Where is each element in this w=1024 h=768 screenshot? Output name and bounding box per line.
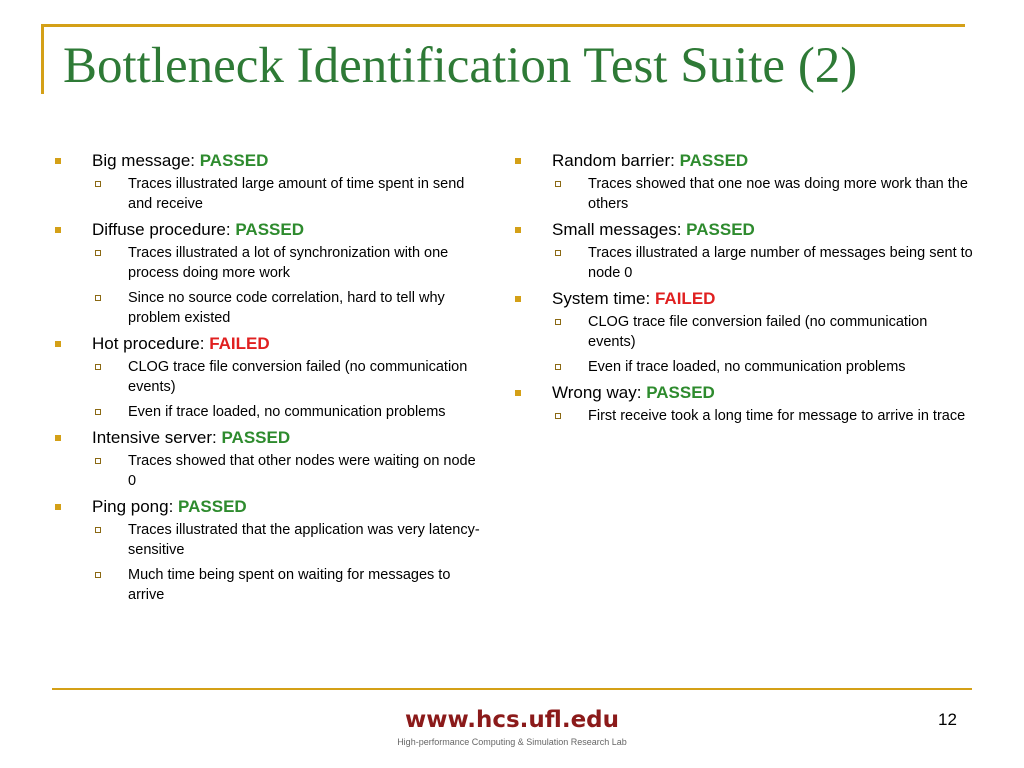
sub-list: [515, 174, 975, 214]
sub-item-text: First receive took a long time for message to arrive in trace: [588, 408, 966, 424]
footer-divider: [52, 688, 972, 690]
left-column-list: [55, 150, 485, 610]
hollow-square-bullet-icon: [95, 364, 101, 370]
hollow-square-bullet-icon: [95, 572, 101, 578]
test-item-row: [55, 427, 485, 449]
status-badge: PASSED: [679, 151, 749, 170]
sub-item-text: Even if trace loaded, no communication problems: [128, 404, 446, 420]
test-item: [55, 219, 485, 328]
sub-item-text: Traces illustrated large amount of time spent in send and receive: [128, 176, 465, 212]
sub-item: [55, 520, 485, 560]
sub-list: [55, 243, 485, 328]
test-item: [515, 150, 975, 214]
sub-item: [515, 312, 975, 352]
test-name: Random barrier:: [552, 151, 675, 170]
hollow-square-bullet-icon: [95, 527, 101, 533]
sub-item-text: Traces illustrated a lot of synchronization with one process doing more work: [128, 245, 449, 281]
test-name: Small messages:: [552, 220, 682, 239]
title-frame-left-border: [41, 24, 44, 94]
test-name: Diffuse procedure:: [92, 220, 231, 239]
test-item: [55, 150, 485, 214]
sub-item-text: CLOG trace file conversion failed (no communication events): [128, 359, 468, 395]
sub-item: [55, 243, 485, 283]
square-bullet-icon: [515, 227, 521, 233]
sub-list: [55, 174, 485, 214]
sub-item: [55, 565, 485, 605]
sub-list: [515, 243, 975, 283]
test-name: Ping pong:: [92, 497, 174, 516]
hollow-square-bullet-icon: [95, 250, 101, 256]
sub-list: [515, 406, 975, 426]
sub-item: [55, 174, 485, 214]
test-item-row: [515, 382, 975, 404]
sub-item-text: Even if trace loaded, no communication problems: [588, 359, 906, 375]
sub-item-text: Traces showed that one noe was doing more work than the others: [588, 176, 968, 212]
status-badge: PASSED: [235, 220, 304, 239]
test-item: [55, 333, 485, 422]
hollow-square-bullet-icon: [555, 181, 561, 187]
sub-item: [515, 406, 975, 426]
test-item-row: [515, 219, 975, 241]
hollow-square-bullet-icon: [555, 250, 561, 256]
square-bullet-icon: [55, 341, 61, 347]
status-badge: PASSED: [686, 220, 755, 239]
footer-lab-name: High-performance Computing & Simulation Research Lab: [397, 737, 627, 747]
hollow-square-bullet-icon: [95, 295, 101, 301]
test-item: [515, 219, 975, 283]
test-item-row: [55, 219, 485, 241]
sub-item-text: Much time being spent on waiting for messages to arrive: [128, 567, 451, 603]
test-name: Big message:: [92, 151, 195, 170]
sub-item: [55, 288, 485, 328]
sub-item: [515, 357, 975, 377]
test-name: Hot procedure:: [92, 334, 205, 353]
square-bullet-icon: [55, 227, 61, 233]
test-item-row: [515, 150, 975, 172]
test-item-row: [515, 288, 975, 310]
footer-url: www.hcs.ufl.edu: [404, 707, 620, 733]
title-frame-top-border: [41, 24, 965, 27]
sub-item: [515, 243, 975, 283]
right-column-list: [515, 150, 975, 431]
status-badge: PASSED: [178, 497, 247, 516]
test-item: [515, 288, 975, 377]
hollow-square-bullet-icon: [555, 413, 561, 419]
test-item: [55, 496, 485, 605]
sub-item-text: Traces illustrated that the application was very latency-sensitive: [128, 522, 480, 558]
status-badge: PASSED: [646, 383, 715, 402]
sub-item: [55, 402, 485, 422]
hollow-square-bullet-icon: [95, 409, 101, 415]
sub-list: [55, 451, 485, 491]
hollow-square-bullet-icon: [555, 319, 561, 325]
status-badge: FAILED: [654, 289, 716, 308]
test-item-row: [55, 496, 485, 518]
square-bullet-icon: [515, 158, 521, 164]
test-item-row: [55, 150, 485, 172]
test-item-row: [55, 333, 485, 355]
test-item: [55, 427, 485, 491]
hollow-square-bullet-icon: [555, 364, 561, 370]
test-item: [515, 382, 975, 426]
square-bullet-icon: [515, 390, 521, 396]
square-bullet-icon: [515, 296, 521, 302]
sub-list: [515, 312, 975, 377]
sub-item-text: Traces illustrated a large number of messages being sent to node 0: [588, 245, 973, 281]
sub-item: [515, 174, 975, 214]
sub-item: [55, 357, 485, 397]
test-name: Wrong way:: [552, 383, 642, 402]
hollow-square-bullet-icon: [95, 181, 101, 187]
test-name: System time:: [552, 289, 651, 308]
sub-item-text: Traces showed that other nodes were waiting on node 0: [128, 453, 476, 489]
page-number: 12: [938, 710, 957, 729]
test-name: Intensive server:: [92, 428, 217, 447]
status-badge: PASSED: [199, 151, 269, 170]
sub-item: [55, 451, 485, 491]
status-badge: PASSED: [221, 428, 291, 447]
status-badge: FAILED: [209, 334, 270, 353]
square-bullet-icon: [55, 435, 61, 441]
sub-item-text: CLOG trace file conversion failed (no communication events): [588, 314, 928, 350]
slide-title: Bottleneck Identification Test Suite (2): [63, 38, 858, 94]
square-bullet-icon: [55, 158, 61, 164]
hollow-square-bullet-icon: [95, 458, 101, 464]
square-bullet-icon: [55, 504, 61, 510]
sub-list: [55, 520, 485, 605]
sub-list: [55, 357, 485, 422]
sub-item-text: Since no source code correlation, hard to tell why problem existed: [128, 290, 445, 326]
